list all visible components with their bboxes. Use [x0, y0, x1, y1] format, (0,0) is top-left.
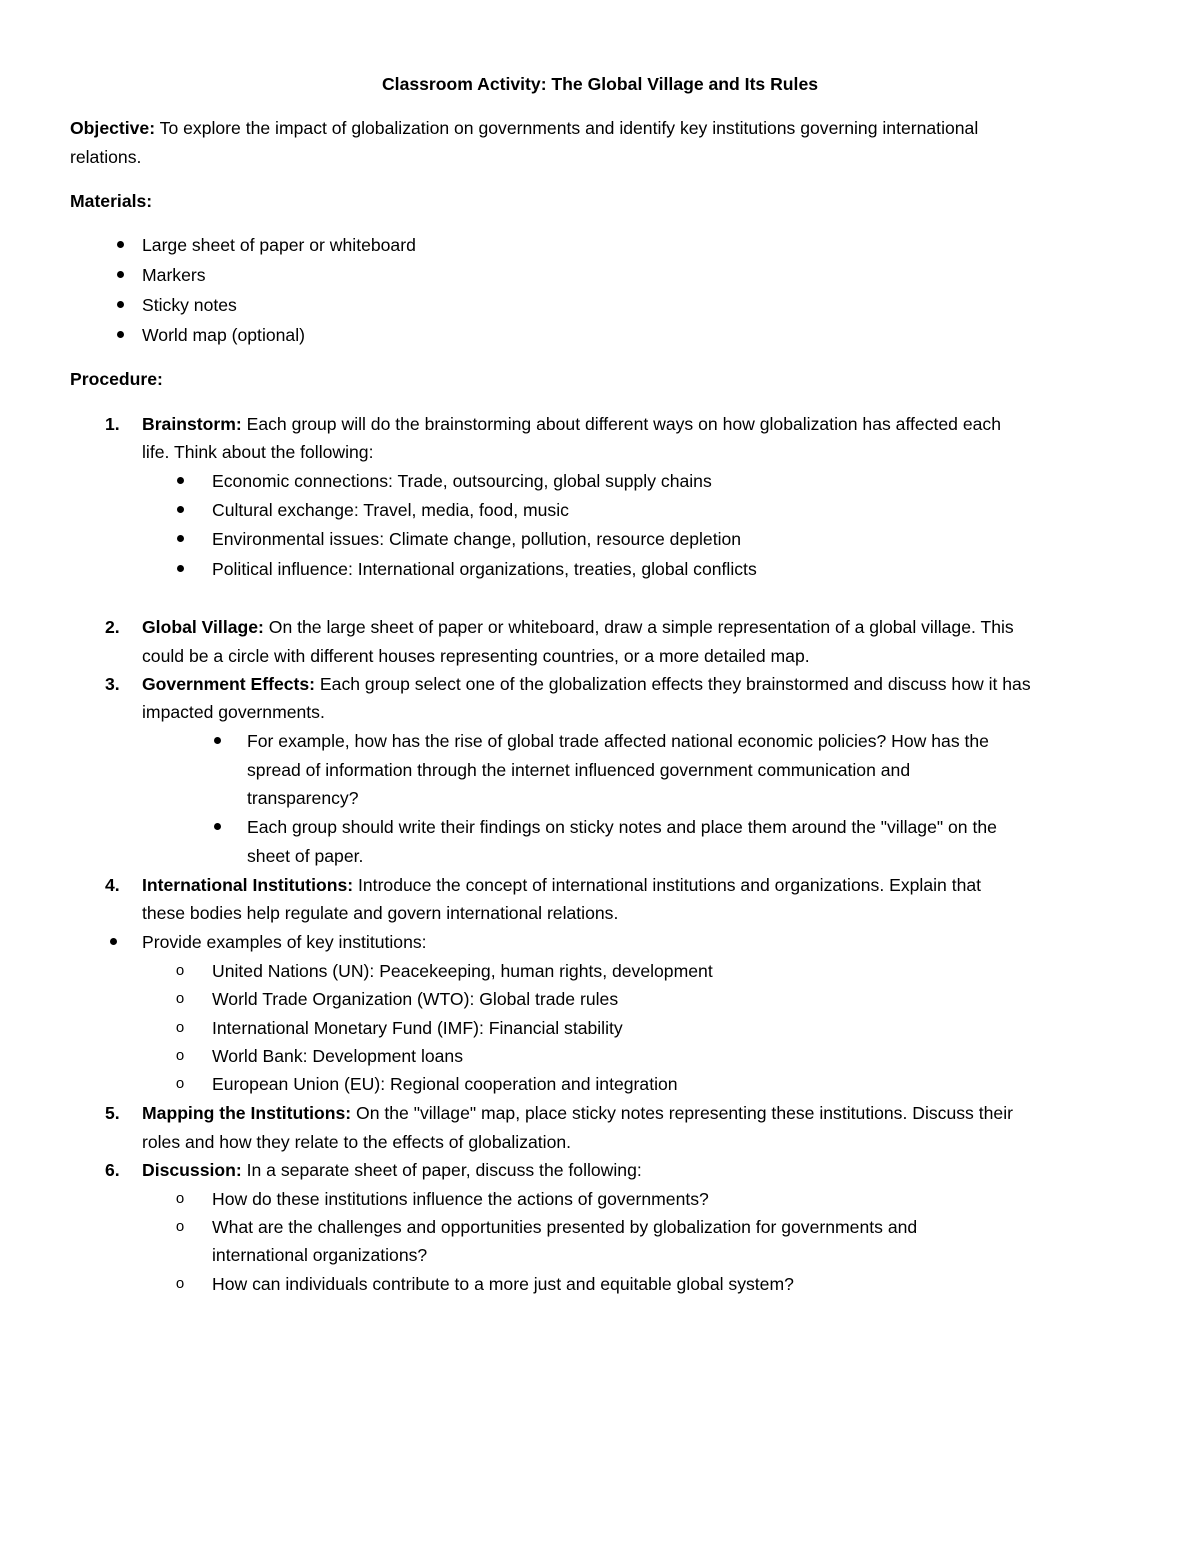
step4-text: Introduce the concept of international institutions and organizations. Explain that — [353, 875, 982, 895]
bullet-dot — [112, 231, 128, 260]
step5-text: On the "village" map, place sticky notes representing these institutions. Discuss their — [351, 1103, 1013, 1123]
step-number: 2. — [105, 617, 120, 637]
step4-line1 — [142, 871, 981, 900]
examples-intro: Provide examples of key institutions: — [142, 932, 427, 952]
step2-line2: could be a circle with different houses representing countries, or a more detailed map. — [142, 646, 810, 666]
institution-item: World Trade Organization (WTO): Global trade rules — [212, 989, 619, 1009]
discussion-item: international organizations? — [212, 1245, 428, 1265]
materials-item: World map (optional) — [142, 325, 305, 345]
step5-line1 — [142, 1099, 1013, 1128]
institution-item: International Monetary Fund (IMF): Financial stability — [212, 1018, 623, 1038]
bullet-dot — [112, 261, 128, 290]
objective-label: Objective: — [70, 118, 156, 138]
step1-line2: life. Think about the following: — [142, 442, 374, 462]
step-number: 3. — [105, 674, 120, 694]
bullet-open-circle: o — [175, 1047, 185, 1064]
bullet-open-circle: o — [175, 1190, 185, 1207]
institution-item: World Bank: Development loans — [212, 1046, 464, 1066]
step1-line1 — [142, 410, 1001, 439]
step3-line2: impacted governments. — [142, 702, 325, 722]
step1-item: Environmental issues: Climate change, pollution, resource depletion — [212, 529, 742, 549]
step2-label: Global Village: — [142, 617, 264, 637]
institution-item: European Union (EU): Regional cooperation and integration — [212, 1074, 678, 1094]
bullet-dot — [172, 467, 188, 496]
materials-item: Markers — [142, 265, 206, 285]
step1-label: Brainstorm: — [142, 414, 242, 434]
objective-line2: relations. — [70, 147, 142, 167]
bullet-dot — [172, 496, 188, 525]
bullet-dot — [209, 813, 225, 842]
bullet-dot — [172, 555, 188, 584]
discussion-item: How can individuals contribute to a more just and equitable global system? — [212, 1274, 794, 1294]
step3-item-line: For example, how has the rise of global trade affected national economic policies? How has the — [247, 731, 989, 751]
step3-label: Government Effects: — [142, 674, 316, 694]
step3-item-line: sheet of paper. — [247, 846, 364, 866]
bullet-open-circle: o — [175, 1075, 185, 1092]
materials-item: Sticky notes — [142, 295, 237, 315]
bullet-dot — [209, 727, 225, 756]
step3-item-line: spread of information through the internet influenced government communication and — [247, 760, 911, 780]
bullet-open-circle: o — [175, 1218, 185, 1235]
step3-item-line: Each group should write their findings on sticky notes and place them around the "village" on the — [247, 817, 997, 837]
bullet-dot — [112, 321, 128, 350]
materials-item: Large sheet of paper or whiteboard — [142, 235, 416, 255]
bullet-open-circle: o — [175, 1019, 185, 1036]
institution-item: United Nations (UN): Peacekeeping, human rights, development — [212, 961, 713, 981]
bullet-open-circle: o — [175, 1275, 185, 1292]
step5-line2: roles and how they relate to the effects of globalization. — [142, 1132, 572, 1152]
bullet-dot — [172, 525, 188, 554]
step3-item-line: transparency? — [247, 788, 359, 808]
objective-text-1: To explore the impact of globalization on governments and identify key institutions governing international — [155, 118, 979, 138]
step4-label: International Institutions: — [142, 875, 354, 895]
bullet-open-circle: o — [175, 962, 185, 979]
step2-text: On the large sheet of paper or whiteboard, draw a simple representation of a global village. This — [263, 617, 1014, 637]
bullet-open-circle: o — [175, 990, 185, 1007]
step-number: 5. — [105, 1103, 120, 1123]
bullet-dot — [112, 291, 128, 320]
step4-line2: these bodies help regulate and govern international relations. — [142, 903, 619, 923]
materials-heading: Materials: — [70, 191, 153, 211]
step1-item: Cultural exchange: Travel, media, food, music — [212, 500, 569, 520]
step1-item: Economic connections: Trade, outsourcing, global supply chains — [212, 471, 712, 491]
discussion-item: What are the challenges and opportunities presented by globalization for governments and — [212, 1217, 918, 1237]
procedure-heading: Procedure: — [70, 369, 163, 389]
step1-item: Political influence: International organizations, treaties, global conflicts — [212, 559, 757, 579]
step6-text: In a separate sheet of paper, discuss the following: — [241, 1160, 642, 1180]
step3-text: Each group select one of the globalization effects they brainstormed and discuss how it has — [315, 674, 1031, 694]
bullet-dot — [105, 928, 121, 957]
objective-line1 — [70, 114, 978, 143]
document-title: Classroom Activity: The Global Village and Its Rules — [381, 74, 819, 94]
step-number: 1. — [105, 414, 120, 434]
step6-line1 — [142, 1156, 642, 1185]
step1-text: Each group will do the brainstorming about different ways on how globalization has affected each — [241, 414, 1002, 434]
step5-label: Mapping the Institutions: — [142, 1103, 352, 1123]
step6-label: Discussion: — [142, 1160, 242, 1180]
step-number: 6. — [105, 1160, 120, 1180]
step3-line1 — [142, 670, 1031, 699]
discussion-item: How do these institutions influence the actions of governments? — [212, 1189, 709, 1209]
step2-line1 — [142, 613, 1014, 642]
step-number: 4. — [105, 875, 120, 895]
